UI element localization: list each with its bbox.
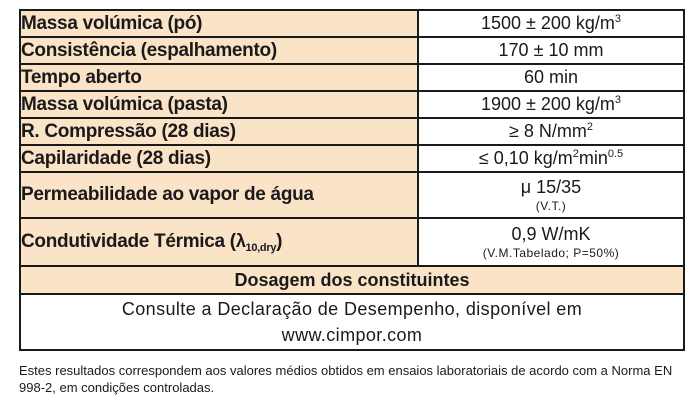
table-row [20,218,684,266]
property-label: Consistência (espalhamento) [20,37,418,64]
section-heading: Dosagem dos constituintes [20,266,684,294]
table-row [20,172,684,218]
property-note: (V.M.Tabelado; P=50%) [482,246,620,260]
property-value: 1500 ± 200 $kg/m^3$ [418,10,684,37]
property-label: Massa volúmica (pasta) [20,91,418,118]
declaration-text: Consulte a Declaração de Desempenho, disponível em www.cimpor.com [20,294,684,350]
property-value: 170 ± 10 mm [418,37,684,64]
property-value: μ 15/35 (V.T.) [418,172,684,218]
table-row [20,91,684,118]
property-label: Permeabilidade ao vapor de água [20,172,418,218]
property-value: ≥ 8 $N/mm^2$ [418,118,684,145]
table-row [20,118,684,145]
lambda-symbol: $\lambda_{10,dry}$ [235,231,277,254]
table-row [20,64,684,91]
property-value: 1900 ± 200 $kg/m^3$ [418,91,684,118]
table-row [20,10,684,37]
property-note: (V.T.) [535,199,567,213]
property-value: 60 min [418,64,684,91]
table-row [20,37,684,64]
declaration-row [20,294,684,350]
footnote: Estes resultados correspondem aos valores médios obtidos em ensaios laboratoriais de acordo com a Norma EN 998-2, em condições controladas. [19,363,673,395]
property-label: Capilaridade (28 dias) [20,145,418,172]
table-row [20,145,684,172]
property-label: R. Compressão (28 dias) [20,118,418,145]
property-label: Massa volúmica (pó) [20,10,418,37]
section-heading-row [20,266,684,294]
property-value: 0,9 W/mK (V.M.Tabelado; P=50%) [418,218,684,266]
property-value: ≤ 0,10 $kg/m^2\min^{0.5}$ [418,145,684,172]
website-link[interactable]: www.cimpor.com [281,325,423,345]
properties-table [19,9,685,351]
property-label: Tempo aberto [20,64,418,91]
property-label: Condutividade Térmica $(\lambda_{10,dry})$ [20,218,418,266]
